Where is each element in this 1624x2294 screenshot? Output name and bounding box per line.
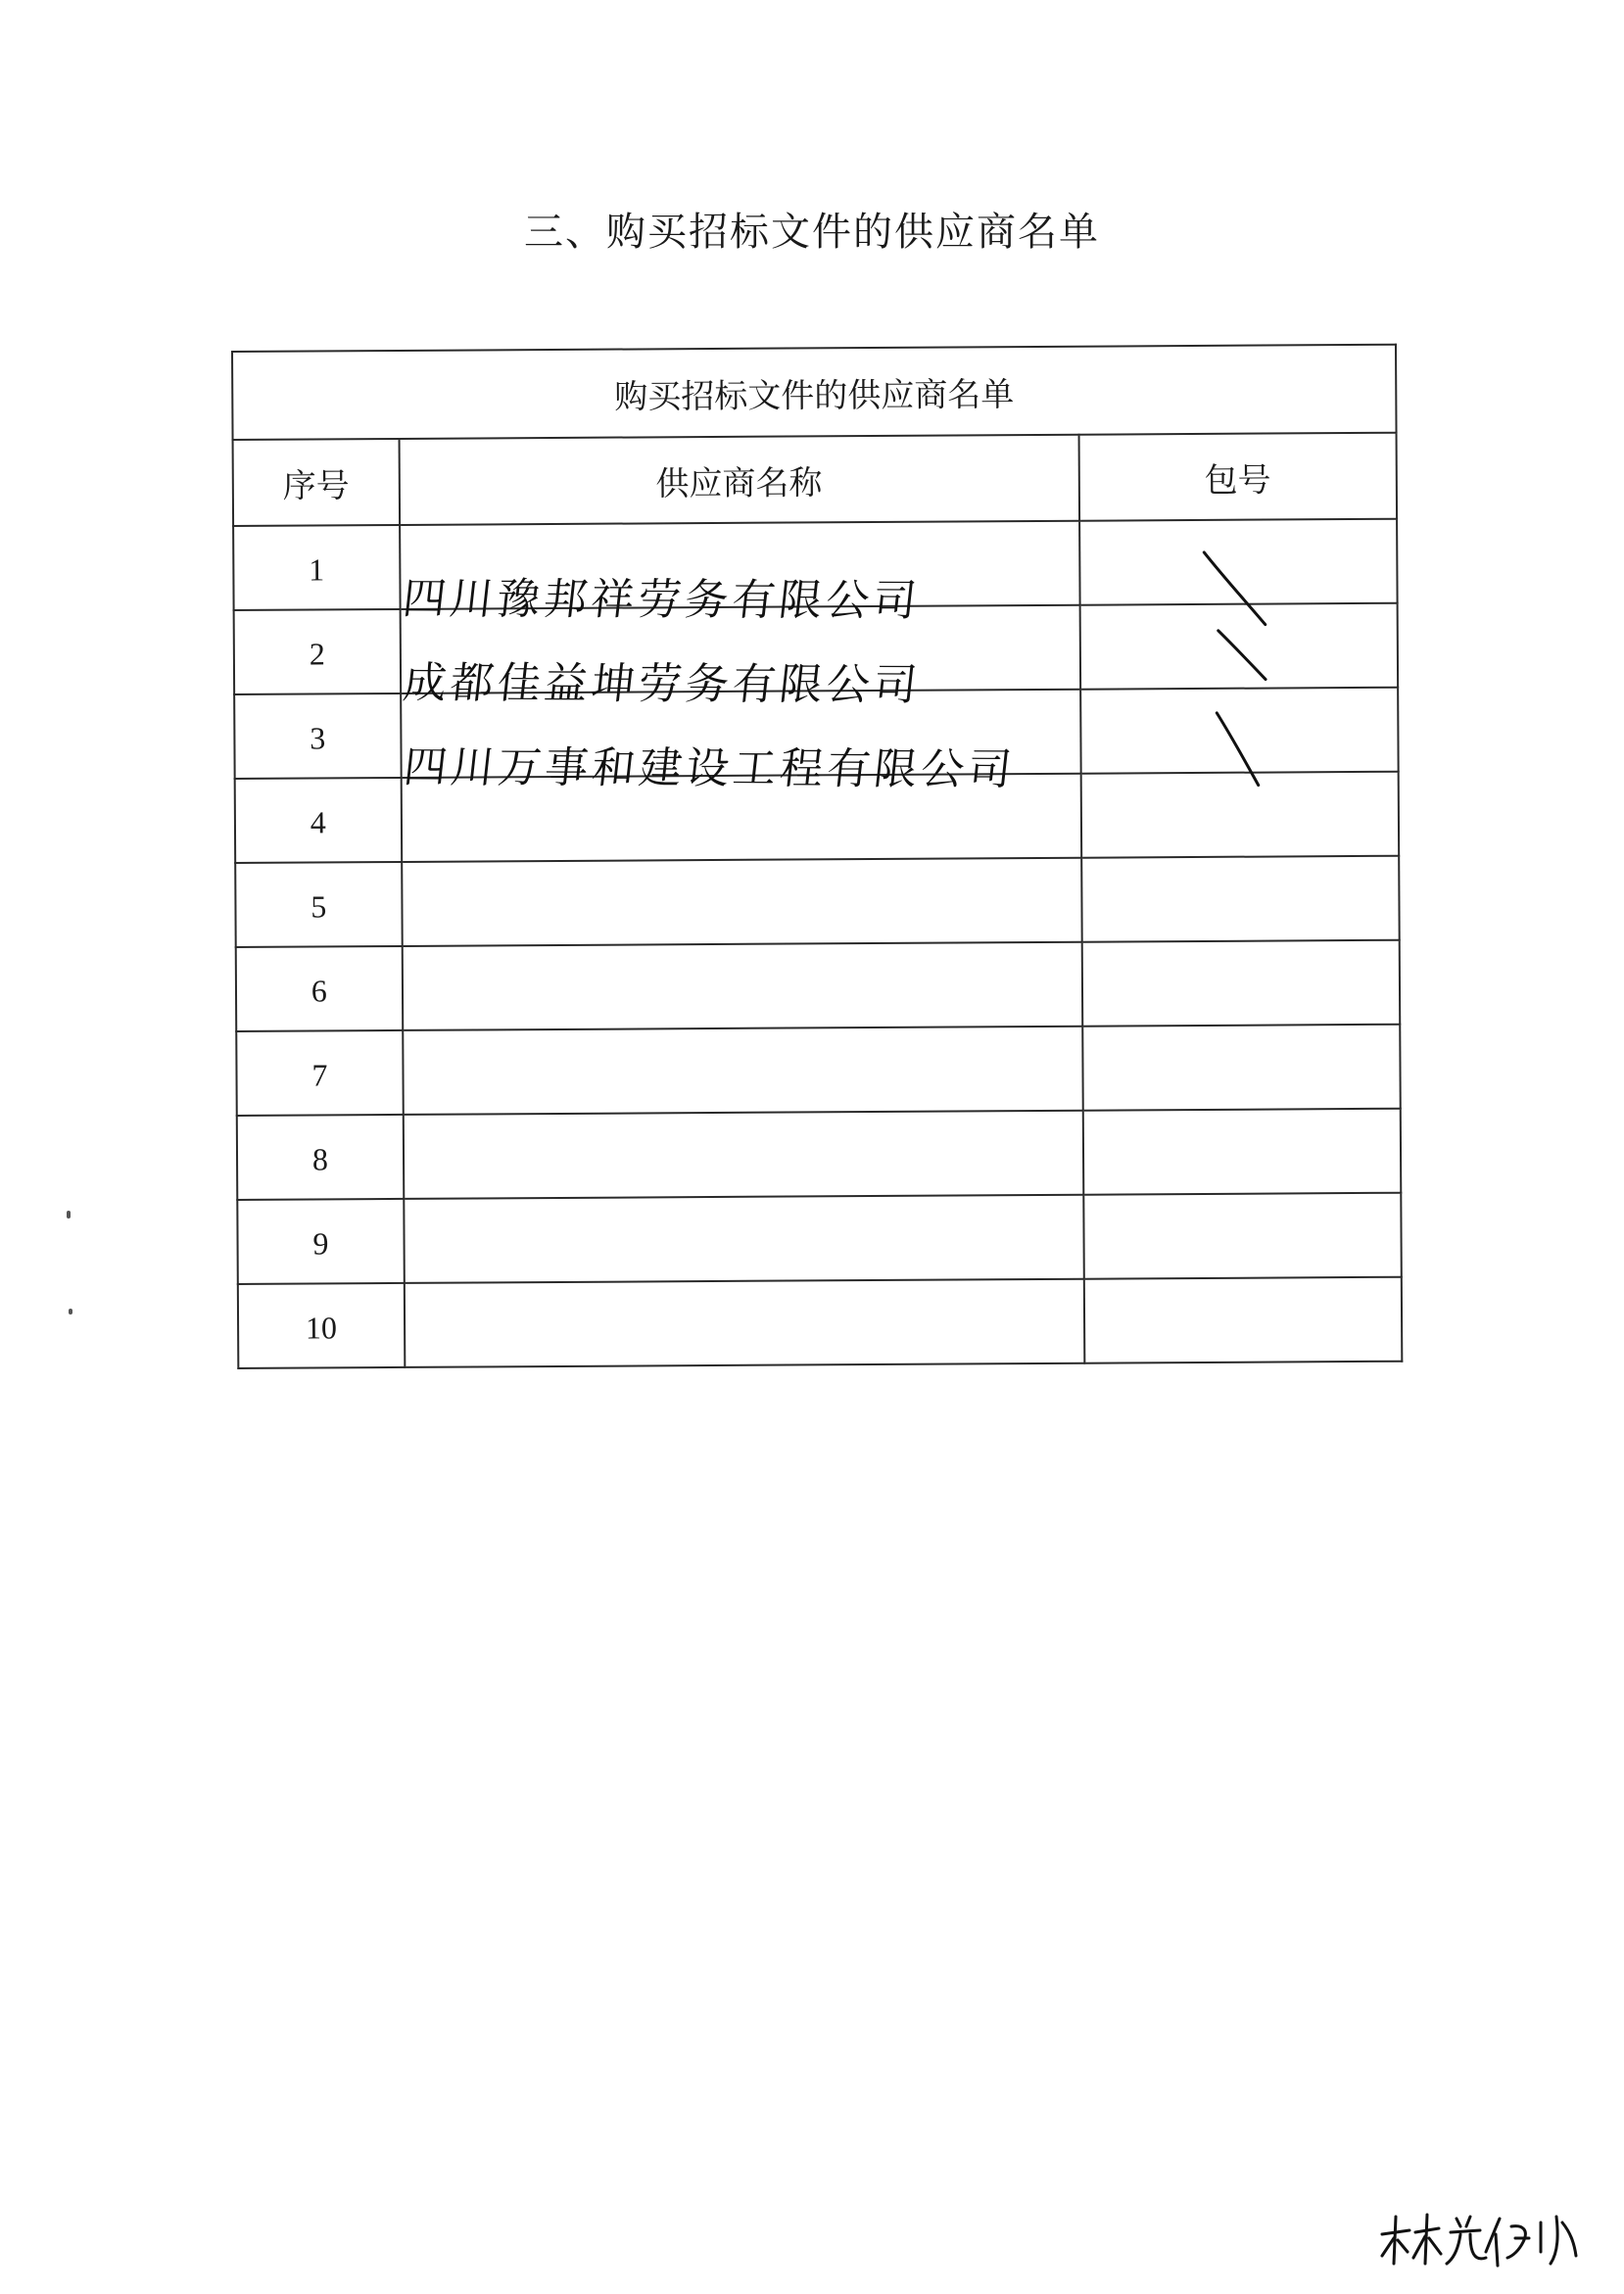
row-supplier-name [405,1279,1084,1367]
row-package [1079,603,1398,690]
handwritten-supplier-name: 四川豫邦祥劳务有限公司 [400,573,923,627]
table-row [233,519,1398,610]
row-no: 5 [235,862,402,947]
row-package [1083,1193,1402,1279]
row-supplier-name [401,774,1080,862]
handwritten-supplier-name: 四川万事和建设工程有限公司 [401,741,1018,795]
page-title: 三、购买招标文件的供应商名单 [524,210,1100,255]
row-supplier-name [404,1111,1083,1199]
row-supplier-name [401,690,1080,795]
row-no: 4 [235,778,402,863]
row-supplier-name [400,605,1079,711]
row-package [1081,940,1400,1027]
row-package [1082,1025,1401,1111]
row-package [1080,688,1399,774]
row-supplier-name [404,1195,1083,1283]
row-supplier-name [400,521,1079,627]
row-no: 1 [233,525,400,610]
row-supplier-name [402,858,1081,946]
handwritten-supplier-name: 成都佳益坤劳务有限公司 [400,657,924,711]
table-row [234,603,1399,694]
header-package: 包号 [1078,433,1397,521]
table-row [238,1277,1403,1368]
table-caption-row [232,345,1397,440]
scan-speck [67,1211,71,1219]
table-caption: 购买招标文件的供应商名单 [232,345,1397,440]
row-supplier-name [403,1027,1082,1115]
row-package [1080,772,1399,858]
table-row [235,772,1400,863]
header-no: 序号 [233,439,400,526]
header-supplier-name: 供应商名称 [399,435,1078,525]
table-row [236,940,1401,1031]
row-no: 10 [238,1283,405,1368]
row-package [1082,1109,1401,1195]
row-package [1079,519,1398,605]
table-header-row [233,433,1398,526]
table-row [234,688,1399,779]
row-no: 3 [234,693,401,779]
row-package [1083,1277,1402,1363]
row-package [1081,856,1400,942]
row-supplier-name [402,942,1081,1030]
row-no: 7 [236,1030,403,1116]
row-no: 6 [236,946,403,1031]
row-no: 8 [237,1115,404,1200]
handwritten-signature [1376,2209,1582,2268]
supplier-table [231,344,1403,1369]
row-no: 2 [234,609,401,694]
table-row [235,856,1400,947]
table-row [237,1193,1402,1284]
table-row [237,1109,1402,1200]
table-row [236,1025,1401,1116]
row-no: 9 [237,1199,404,1284]
scan-speck [69,1309,72,1314]
